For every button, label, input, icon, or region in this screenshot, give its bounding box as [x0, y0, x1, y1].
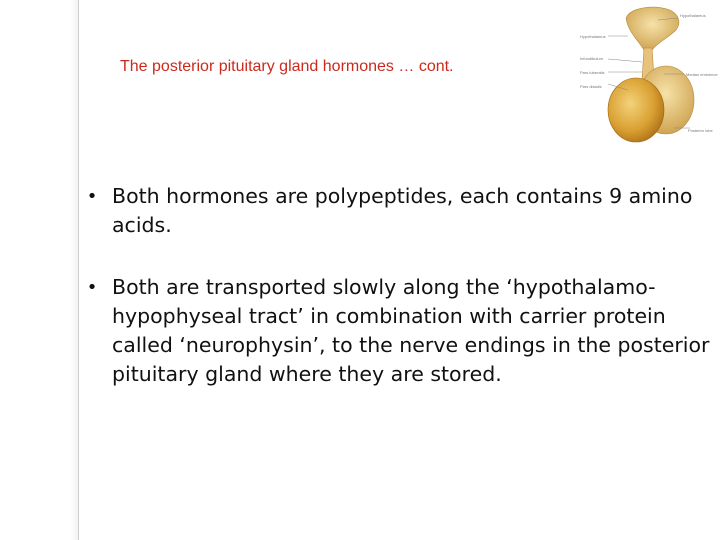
illustration-label: Pars tuberalis	[580, 70, 605, 75]
illustration-label: Hypothalamus	[580, 34, 606, 39]
illustration-label: Hypothalamus	[680, 13, 706, 18]
bullet-list	[82, 182, 714, 422]
slide-title: The posterior pituitary gland hormones … cont.	[120, 58, 454, 75]
pituitary-gland-illustration	[578, 4, 718, 146]
slide-left-border	[0, 0, 79, 540]
illustration-label: Infundibulum	[580, 56, 603, 61]
illustration-label: Posterior lobe	[688, 128, 713, 133]
bullet-text: Both are transported slowly along the ‘hypothalamo-hypophyseal tract’ in combination with carrier protein called ‘neurophysin’, to the nerve endings in the posterior pituitary gland where they are stored.	[112, 275, 710, 386]
bullet-text: Both hormones are polypeptides, each contains 9 amino acids.	[112, 184, 693, 237]
bullet-marker: •	[86, 277, 98, 298]
bullet-marker: •	[86, 186, 98, 207]
illustration-label: Pars distalis	[580, 84, 602, 89]
illustration-label: Median eminence	[686, 72, 718, 77]
bullet-item	[82, 273, 714, 389]
bullet-item	[82, 182, 714, 240]
